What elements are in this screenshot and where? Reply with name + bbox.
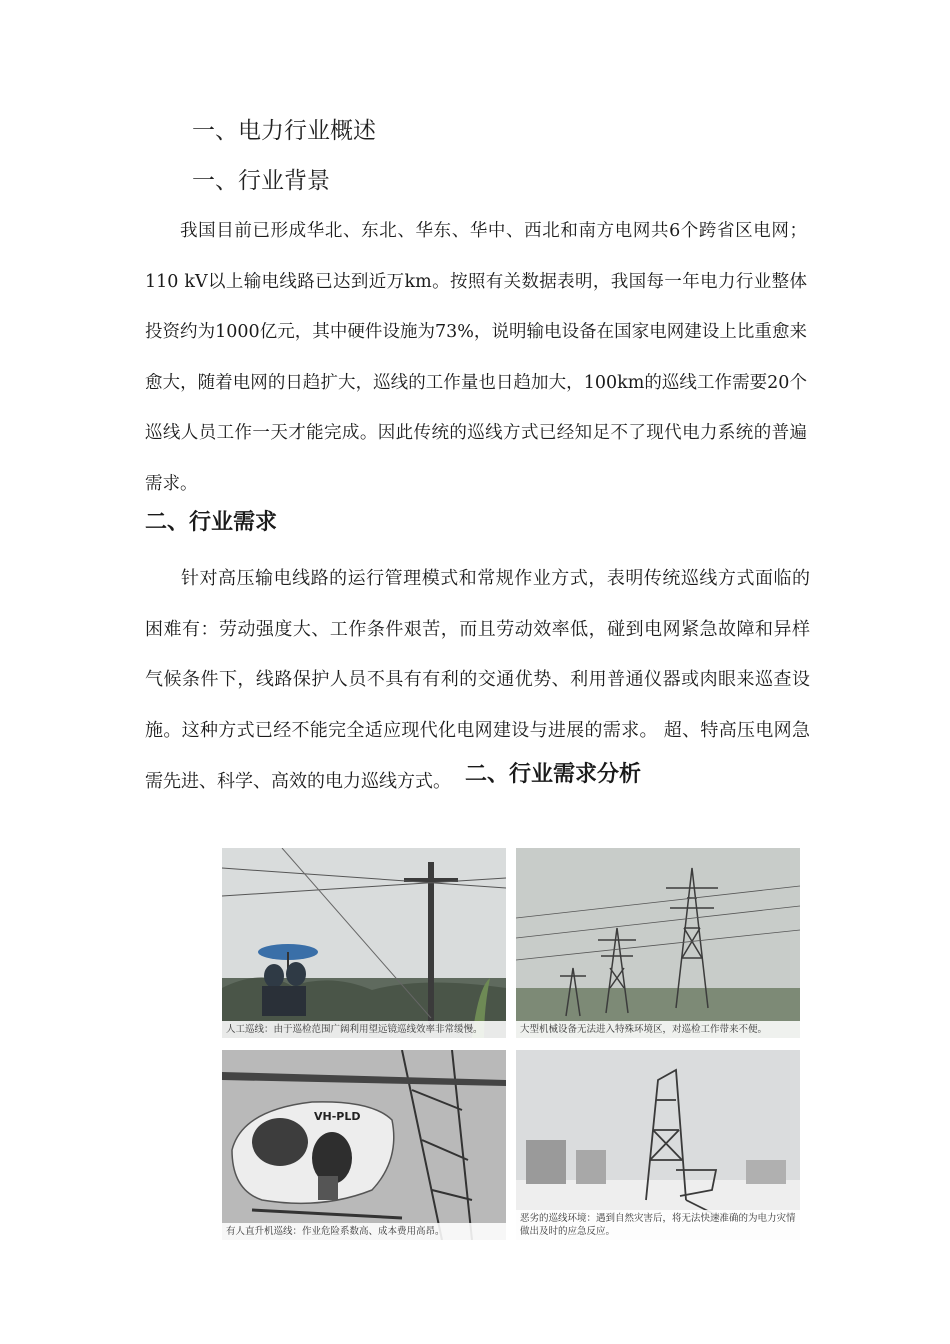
photo-helicopter <box>222 1050 506 1240</box>
photo-manual-inspection <box>222 848 506 1038</box>
heading-industry-demand: 二、行业需求 <box>145 510 278 535</box>
heading-overview: 一、电力行业概述 <box>192 118 376 144</box>
helicopter-tail-number: VH-PLD <box>314 1110 361 1123</box>
helicopter-image <box>222 1050 506 1240</box>
heading-demand-analysis: 二、行业需求分析 <box>465 762 642 787</box>
photo-disaster <box>516 1050 800 1240</box>
photo-towers <box>516 848 800 1038</box>
paragraph-demand <box>145 554 810 808</box>
manual-inspection-image <box>222 848 506 1038</box>
photo-caption: 大型机械设备无法进入特殊环境区，对巡检工作带来不便。 <box>516 1021 800 1038</box>
photo-caption: 人工巡线：由于巡检范围广阔利用望远镜巡线效率非常缓慢。 <box>222 1021 506 1038</box>
heading-background: 一、行业背景 <box>192 168 330 194</box>
photo-caption: 恶劣的巡线环境：遇到自然灾害后，将无法快速准确的为电力灾情做出及时的应急反应。 <box>516 1210 800 1240</box>
towers-image <box>516 848 800 1038</box>
photo-caption: 有人直升机巡线：作业危险系数高、成本费用高昂。 <box>222 1223 506 1240</box>
photo-grid <box>222 848 800 1240</box>
paragraph-demand-text: 针对高压输电线路的运行管理模式和常规作业方式，表明传统巡线方式面临的困难有：劳动强度大、工作条件艰苦，而且劳动效率低，碰到电网紧急故障和异样气候条件下，线路保护人员不具有有利的交通优势、利用普通仪器或肉眼来巡查设施。这种方式已经不能完全适应现代化电网建设与进展的需求。 超、特高压电网急需先进、科学、高效的电力巡线方式。 <box>145 568 810 792</box>
paragraph-background: 我国目前已形成华北、东北、华东、华中、西北和南方电网共6个跨省区电网； 110 kV以上输电线路已达到近万km。按照有关数据表明，我国每一年电力行业整体投资约为1000亿元，其中硬件设施为73%，说明输电设备在国家电网建设上比重愈来愈大，随着电网的日趋扩大，巡线的工作量也日趋加大，100km的巡线工作需要20个巡线人员工作一天才能完成。因此传统的巡线方式已经知足不了现代电力系统的普遍需求。 <box>145 221 807 494</box>
